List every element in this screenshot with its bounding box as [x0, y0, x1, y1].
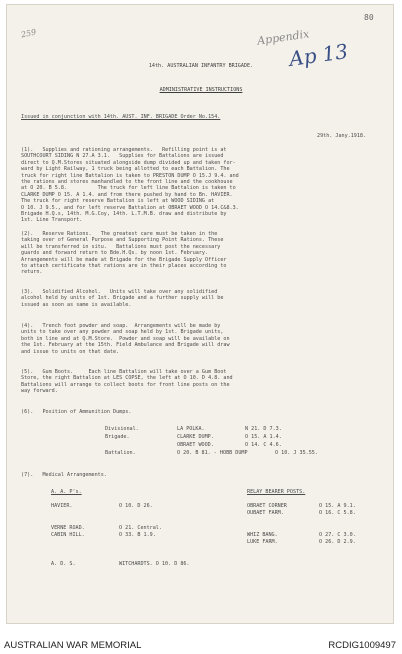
text-line: (4). Trench foot powder and soap. Arrangements will be made by — [21, 323, 221, 329]
text-line: way forward. — [21, 388, 58, 395]
ammo-name: OBRAET WOOD. — [177, 442, 214, 448]
ammo-ref: O 10. J 35.55. — [275, 450, 318, 456]
document-page — [6, 4, 394, 624]
text-line: will be transferred in situ. Battalions must post the necessary — [21, 243, 221, 250]
ammo-ref: N 21. D 7.3. — [245, 426, 282, 432]
ammo-label: Divisional. — [105, 426, 139, 432]
text-line: direct to Q.M.Stores situated alongside dump divided up and taken for- — [21, 159, 236, 166]
relay-post-name: OUBAET FARM. — [247, 510, 284, 516]
text-line: to attach certificate that rations are in their places according to — [21, 263, 227, 269]
ink-mark: Ap 13 — [287, 39, 350, 71]
text-line: (1). Supplies and rationing arrangements. Refilling point is at — [21, 147, 227, 153]
text-line: Battalions will arrange to collect boots for front line posts on the — [21, 381, 230, 388]
relay-post-name: OBRAET CORNER — [247, 503, 287, 509]
relay-post-name: WHIZ BANG. — [247, 532, 278, 538]
aap-ref: O 33. B 1.9. — [119, 532, 156, 538]
brigade-heading: 14th. AUSTRALIAN INFANTRY BRIGADE. — [148, 63, 254, 69]
text-line: (2). Reserve Rations. The greatest care must be taken in the — [21, 231, 218, 237]
relay-post-name: LUKE FARM. — [247, 539, 278, 545]
text-line: guards and forward return to Bde.H.Qs. by noon 1st. February. — [21, 250, 209, 257]
text-line: O 10. J 9.5., and for left reserve Battalion at OBRAET WOOD O 14.C&8.3. — [21, 204, 239, 211]
text-line: return. — [21, 269, 43, 276]
text-line: (3). Solidified Alcohol. Units will take over any solidified — [21, 289, 218, 295]
aap-heading: A. A. P's. — [51, 489, 82, 495]
text-line: issued as soon as same is available. — [21, 301, 132, 308]
text-line: alcohol held by units of 1st. Brigade and a further supply will be — [21, 295, 224, 302]
relay-post-ref: O 15. A 9.1. — [319, 503, 356, 509]
ammunition-heading: (6). Position of Ammunition Dumps. — [21, 409, 132, 415]
text-line: 1st. Line Transport. — [21, 217, 83, 224]
text-line: (5). Gum Boots. Each line Battalion will take over a Gum Boot — [21, 369, 227, 375]
ads-value: WITCHARDTS. O 10. D 86. — [119, 561, 190, 567]
aap-ref: O 10. D 26. — [119, 503, 153, 509]
text-line: both in line and at Q.M.Store. Powder and soap will be available on — [21, 335, 230, 342]
text-line: Store, the right Battalion at LES COPSE, the left at O 10. D 4.8. and — [21, 375, 233, 382]
text-line: CLARKE DUMP O 15. A 1.4. and from there pushed by hand to Bn. HAVIER. — [21, 191, 233, 198]
footer-credit: AUSTRALIAN WAR MEMORIAL — [4, 640, 142, 651]
text-line: at O 20. B 5.8. The truck for left line Battalion is taken to — [21, 185, 236, 192]
ammo-ref: O 15. A 1.4. — [245, 434, 282, 440]
text-line: Brigade H.Q.s, 14th. M.G.Coy, 14th. L.T.M.B. draw and distribute by — [21, 211, 227, 217]
ammo-name: CLARKE DUMP. — [177, 434, 214, 440]
aap-name: VERNE ROAD. — [51, 525, 85, 531]
ammo-name: LA POLKA. — [177, 426, 205, 432]
issued-line: Issued in conjunction with 14th. AUST. INF. BRIGADE Order No.154. — [21, 114, 221, 120]
text-line: Arrangements will be made at Brigade for the Brigade Supply Officer — [21, 256, 227, 263]
relay-posts-heading: RELAY BEARER POSTS. — [247, 489, 306, 495]
relay-post-ref: O 16. C 5.8. — [319, 510, 356, 516]
text-line: units to take over any powder and soap held by 1st. Brigade units, — [21, 329, 224, 336]
page-number: 80 — [364, 13, 374, 22]
ammo-label: Brigade. — [105, 434, 130, 440]
margin-note: 259 — [20, 27, 38, 40]
ads-label: A. D. S. — [51, 561, 76, 567]
text-line: The truck for right reserve Battalion is left at WOOD SIDING at — [21, 198, 215, 205]
ammo-ref: O 14. C 4.6. — [245, 442, 282, 448]
pencil-note: Appendix — [256, 27, 311, 48]
text-line: and issue to units on that date. — [21, 348, 120, 355]
ammo-name: O 20. B 81. - HOBB DUMP — [177, 450, 248, 456]
document-title: ADMINISTRATIVE INSTRUCTIONS — [159, 87, 243, 93]
text-line: ward by Light Railway, 1 truck being allotted to each Battalion. The — [21, 166, 230, 173]
aap-name: CABIN HILL. — [51, 532, 85, 538]
text-line: taking over of General Purpose and Supporting Point Rations. These — [21, 237, 224, 244]
medical-heading: (7). Medical Arrangements. — [21, 472, 107, 478]
footer-record-id: RCDIG1009497 — [328, 640, 396, 651]
aap-name: HAVIER. — [51, 503, 73, 509]
text-line: the rations and stores manhandled to the front line and the cookhouse — [21, 179, 233, 185]
relay-post-ref: O 26. D 2.9. — [319, 539, 356, 545]
relay-post-ref: O 27. C 3.0. — [319, 532, 356, 538]
aap-ref: O 21. Central. — [119, 525, 162, 531]
document-date: 29th. Jany.1918. — [317, 133, 367, 139]
text-line: SOUTHCOURT SIDING N 27.A 3.1. Supplies for Battalions are issued — [21, 153, 224, 160]
text-line: the 1st. February at the 15th. Field Ambulance and Brigade will draw — [21, 342, 230, 349]
text-line: truck for right line Battalion is taken to PRESTON DUMP O 15.J 9.4. and — [21, 172, 239, 179]
ammo-label: Battalion. — [105, 450, 136, 456]
